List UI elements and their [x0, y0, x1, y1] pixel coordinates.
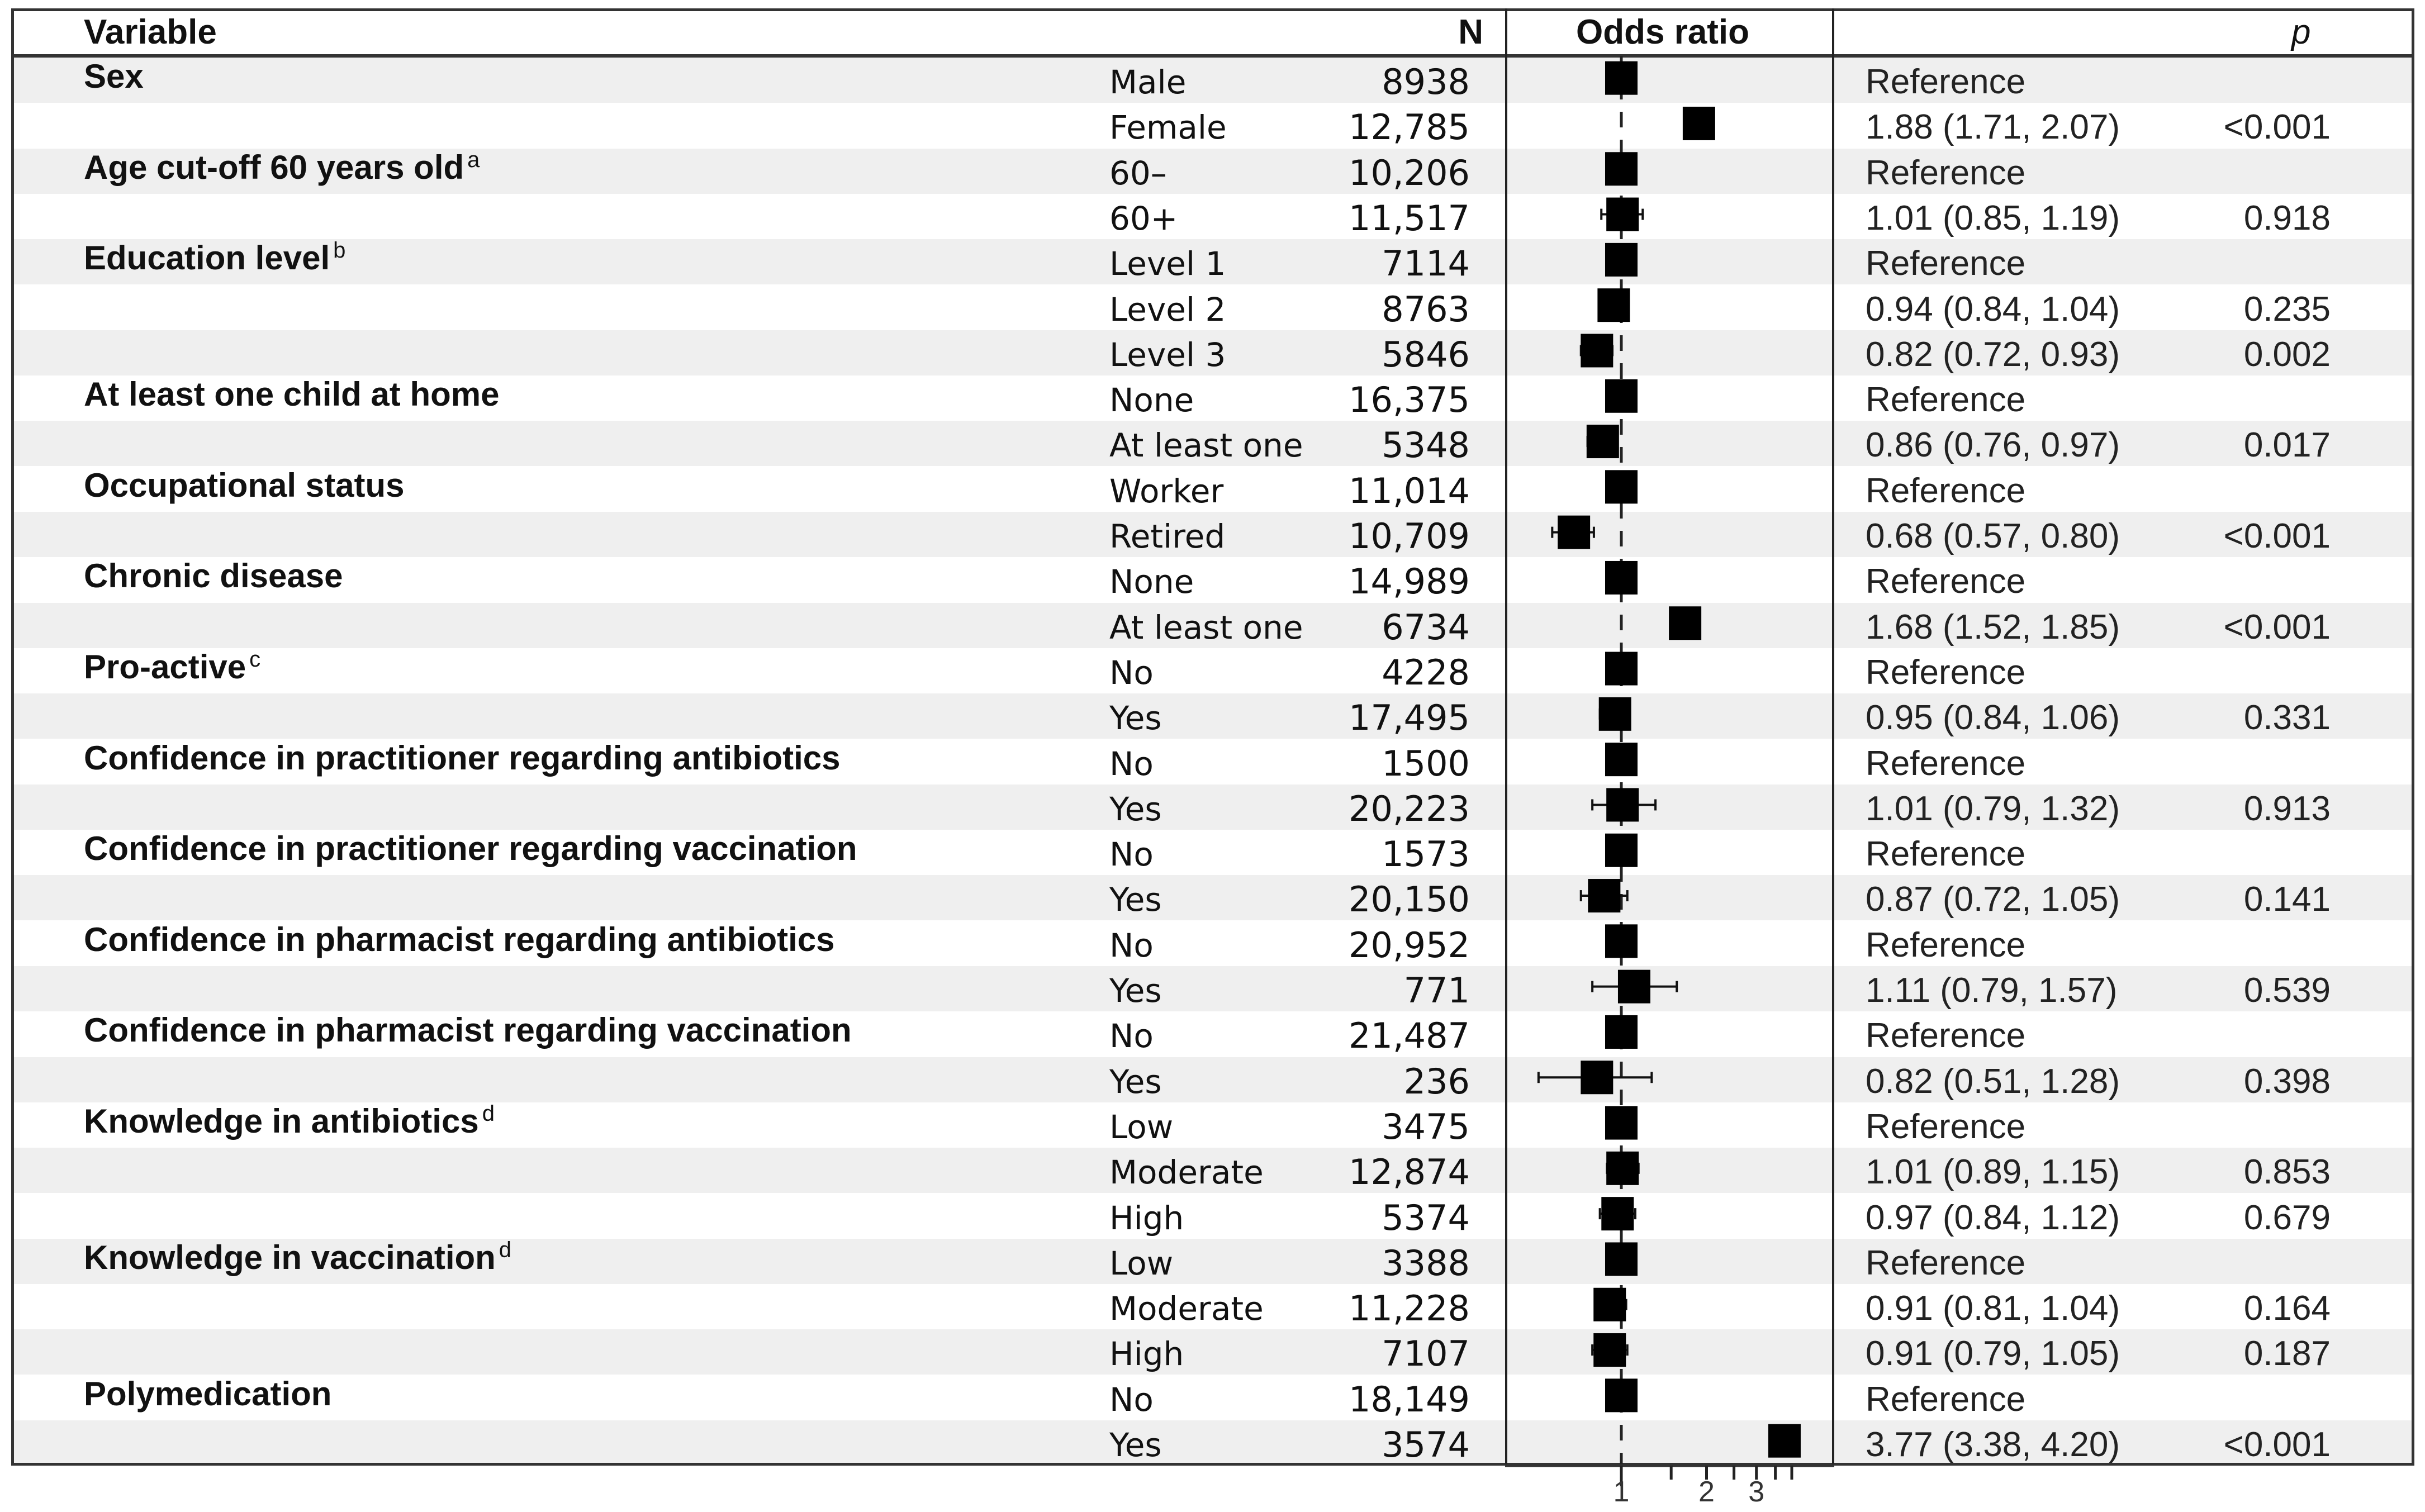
n-value: 7107	[1382, 1333, 1470, 1375]
footnote-marker: d	[499, 1237, 512, 1262]
point-estimate-square	[1605, 379, 1638, 413]
point-estimate-square	[1683, 107, 1715, 140]
n-value: 14,989	[1349, 561, 1470, 602]
odds-ratio-ci: 0.82 (0.51, 1.28)	[1866, 1062, 2120, 1101]
n-value: 11,517	[1349, 197, 1470, 239]
p-value: <0.001	[2223, 1425, 2331, 1464]
odds-ratio-ci: Reference	[1866, 244, 2026, 283]
point-estimate-square	[1768, 1424, 1801, 1458]
odds-ratio-ci: 0.97 (0.84, 1.12)	[1866, 1198, 2120, 1237]
point-estimate-square	[1581, 334, 1613, 367]
odds-ratio-ci: 0.86 (0.76, 0.97)	[1866, 426, 2120, 465]
odds-ratio-ci: Reference	[1866, 1380, 2026, 1419]
level-label: At least one	[1109, 608, 1303, 646]
point-estimate-square	[1605, 561, 1638, 595]
odds-ratio-ci: 0.95 (0.84, 1.06)	[1866, 698, 2120, 738]
n-value: 20,150	[1349, 879, 1470, 920]
point-estimate-square	[1669, 606, 1701, 640]
point-estimate-square	[1606, 198, 1639, 231]
level-label: No	[1109, 1017, 1154, 1055]
n-value: 11,228	[1349, 1288, 1470, 1329]
header-n: N	[1458, 13, 1483, 51]
level-label: None	[1109, 563, 1194, 601]
point-estimate-square	[1606, 788, 1639, 821]
x-tick-label: 3	[1748, 1476, 1765, 1508]
odds-ratio-ci: 3.77 (3.38, 4.20)	[1866, 1425, 2120, 1464]
n-value: 17,495	[1349, 697, 1470, 739]
n-value: 10,206	[1349, 152, 1470, 193]
point-estimate-square	[1606, 1152, 1639, 1185]
n-value: 4228	[1382, 652, 1470, 693]
n-value: 771	[1403, 970, 1470, 1011]
x-tick-label: 1	[1613, 1476, 1630, 1508]
odds-ratio-ci: Reference	[1866, 381, 2026, 420]
level-label: Low	[1109, 1107, 1174, 1146]
p-value: 0.679	[2243, 1198, 2331, 1237]
point-estimate-square	[1593, 1333, 1626, 1367]
level-label: Moderate	[1109, 1290, 1264, 1328]
n-value: 1500	[1382, 743, 1470, 784]
odds-ratio-ci: 1.01 (0.89, 1.15)	[1866, 1153, 2120, 1192]
variable-name: Knowledge in vaccination	[84, 1238, 496, 1276]
point-estimate-square	[1558, 516, 1590, 549]
odds-ratio-ci: Reference	[1866, 153, 2026, 192]
n-value: 5846	[1382, 334, 1470, 375]
point-estimate-square	[1588, 879, 1620, 912]
variable-name: At least one child at home	[84, 375, 500, 413]
level-label: High	[1109, 1199, 1184, 1237]
variable-name: Occupational status	[84, 466, 405, 504]
point-estimate-square	[1605, 1015, 1638, 1049]
odds-ratio-ci: 0.68 (0.57, 0.80)	[1866, 517, 2120, 555]
odds-ratio-ci: 1.01 (0.85, 1.19)	[1866, 198, 2120, 237]
level-label: No	[1109, 926, 1154, 964]
n-value: 8938	[1382, 61, 1470, 102]
header-p: p	[2291, 13, 2311, 51]
odds-ratio-ci: Reference	[1866, 562, 2026, 601]
level-label: Yes	[1109, 972, 1162, 1010]
p-value: <0.001	[2223, 607, 2331, 646]
p-value: 0.187	[2243, 1334, 2331, 1373]
point-estimate-square	[1618, 970, 1650, 1004]
level-label: Level 1	[1109, 245, 1226, 283]
point-estimate-square	[1605, 924, 1638, 958]
p-value: 0.853	[2243, 1153, 2331, 1192]
variable-name: Confidence in practitioner regarding vaccination	[84, 830, 857, 868]
level-label: Yes	[1109, 790, 1162, 828]
n-value: 7114	[1382, 243, 1470, 284]
odds-ratio-ci: Reference	[1866, 63, 2026, 101]
p-value: 0.913	[2243, 789, 2331, 828]
point-estimate-square	[1593, 1288, 1626, 1321]
odds-ratio-ci: 0.94 (0.84, 1.04)	[1866, 289, 2120, 329]
odds-ratio-ci: Reference	[1866, 744, 2026, 783]
odds-ratio-ci: 0.91 (0.81, 1.04)	[1866, 1289, 2120, 1328]
n-value: 5374	[1382, 1197, 1470, 1238]
p-value: 0.539	[2243, 971, 2331, 1010]
n-value: 3388	[1382, 1242, 1470, 1283]
footnote-marker: b	[333, 238, 346, 263]
point-estimate-square	[1587, 425, 1619, 458]
p-value: 0.164	[2243, 1289, 2331, 1328]
point-estimate-square	[1605, 61, 1638, 95]
level-label: None	[1109, 381, 1194, 420]
point-estimate-square	[1599, 697, 1631, 731]
point-estimate-square	[1581, 1061, 1613, 1094]
level-label: No	[1109, 835, 1154, 874]
level-label: At least one	[1109, 426, 1303, 465]
p-value: 0.331	[2243, 698, 2331, 738]
level-label: Female	[1109, 108, 1227, 147]
odds-ratio-ci: Reference	[1866, 835, 2026, 874]
n-value: 3574	[1382, 1424, 1470, 1465]
header-odds-ratio: Odds ratio	[1576, 13, 1750, 51]
point-estimate-square	[1605, 1242, 1638, 1276]
point-estimate-square	[1601, 1197, 1634, 1230]
odds-ratio-ci: 0.87 (0.72, 1.05)	[1866, 880, 2120, 919]
level-label: No	[1109, 1380, 1154, 1419]
level-label: Level 3	[1109, 335, 1226, 374]
level-label: Yes	[1109, 881, 1162, 919]
level-label: Yes	[1109, 699, 1162, 738]
level-label: Level 2	[1109, 290, 1226, 329]
p-value: 0.918	[2243, 198, 2331, 237]
p-value: 0.002	[2243, 335, 2331, 374]
odds-ratio-ci: 1.01 (0.79, 1.32)	[1866, 789, 2120, 828]
point-estimate-square	[1605, 152, 1638, 186]
n-value: 10,709	[1349, 516, 1470, 557]
p-value: <0.001	[2223, 517, 2331, 555]
p-value: 0.398	[2243, 1062, 2331, 1101]
n-value: 16,375	[1349, 379, 1470, 421]
odds-ratio-ci: Reference	[1866, 1243, 2026, 1282]
variable-name: Chronic disease	[84, 557, 343, 595]
variable-name: Polymedication	[84, 1375, 332, 1413]
variable-name: Age cut-off 60 years old	[84, 148, 464, 186]
p-value: 0.141	[2243, 880, 2331, 919]
n-value: 6734	[1382, 606, 1470, 648]
n-value: 20,223	[1349, 788, 1470, 829]
n-value: 8763	[1382, 288, 1470, 330]
variable-name: Sex	[84, 58, 144, 95]
variable-name: Confidence in pharmacist regarding vaccination	[84, 1011, 852, 1049]
odds-ratio-ci: Reference	[1866, 653, 2026, 692]
point-estimate-square	[1605, 652, 1638, 686]
n-value: 12,785	[1349, 107, 1470, 148]
point-estimate-square	[1605, 1378, 1638, 1412]
variable-name: Education level	[84, 239, 330, 277]
odds-ratio-ci: Reference	[1866, 925, 2026, 964]
odds-ratio-ci: Reference	[1866, 471, 2026, 510]
level-label: Worker	[1109, 472, 1224, 510]
level-label: No	[1109, 653, 1154, 692]
n-value: 11,014	[1349, 470, 1470, 511]
variable-name: Pro-active	[84, 648, 246, 686]
footnote-marker: a	[467, 147, 480, 172]
odds-ratio-ci: 1.88 (1.71, 2.07)	[1866, 108, 2120, 147]
n-value: 21,487	[1349, 1015, 1470, 1057]
point-estimate-square	[1605, 834, 1638, 867]
level-label: High	[1109, 1335, 1184, 1373]
level-label: 60–	[1109, 154, 1167, 192]
n-value: 20,952	[1349, 924, 1470, 966]
level-label: Male	[1109, 63, 1187, 101]
n-value: 1573	[1382, 834, 1470, 875]
level-label: No	[1109, 744, 1154, 783]
level-label: Low	[1109, 1244, 1174, 1282]
n-value: 18,149	[1349, 1378, 1470, 1420]
level-label: Yes	[1109, 1426, 1162, 1464]
odds-ratio-ci: Reference	[1866, 1107, 2026, 1146]
point-estimate-square	[1605, 743, 1638, 776]
odds-ratio-ci: 1.11 (0.79, 1.57)	[1866, 971, 2118, 1010]
level-label: Moderate	[1109, 1153, 1264, 1192]
point-estimate-square	[1605, 1106, 1638, 1140]
n-value: 3475	[1382, 1106, 1470, 1147]
odds-ratio-ci: 0.82 (0.72, 0.93)	[1866, 335, 2120, 374]
footnote-marker: d	[482, 1101, 495, 1126]
point-estimate-square	[1605, 243, 1638, 277]
level-label: Retired	[1109, 517, 1226, 555]
header-variable: Variable	[84, 13, 217, 51]
variable-name: Knowledge in antibiotics	[84, 1102, 479, 1140]
n-value: 236	[1403, 1061, 1470, 1102]
odds-ratio-ci: 0.91 (0.79, 1.05)	[1866, 1334, 2120, 1373]
variable-name: Confidence in pharmacist regarding antibiotics	[84, 920, 835, 958]
x-tick-label: 2	[1698, 1476, 1715, 1508]
footnote-marker: c	[249, 646, 261, 672]
odds-ratio-ci: 1.68 (1.52, 1.85)	[1866, 607, 2120, 646]
odds-ratio-ci: Reference	[1866, 1016, 2026, 1055]
p-value: 0.017	[2243, 426, 2331, 465]
p-value: 0.235	[2243, 289, 2331, 329]
point-estimate-square	[1597, 288, 1630, 322]
p-value: <0.001	[2223, 108, 2331, 147]
n-value: 5348	[1382, 425, 1470, 466]
point-estimate-square	[1605, 470, 1638, 503]
variable-name: Confidence in practitioner regarding antibiotics	[84, 739, 841, 777]
n-value: 12,874	[1349, 1152, 1470, 1193]
level-label: 60+	[1109, 199, 1178, 237]
level-label: Yes	[1109, 1062, 1162, 1101]
